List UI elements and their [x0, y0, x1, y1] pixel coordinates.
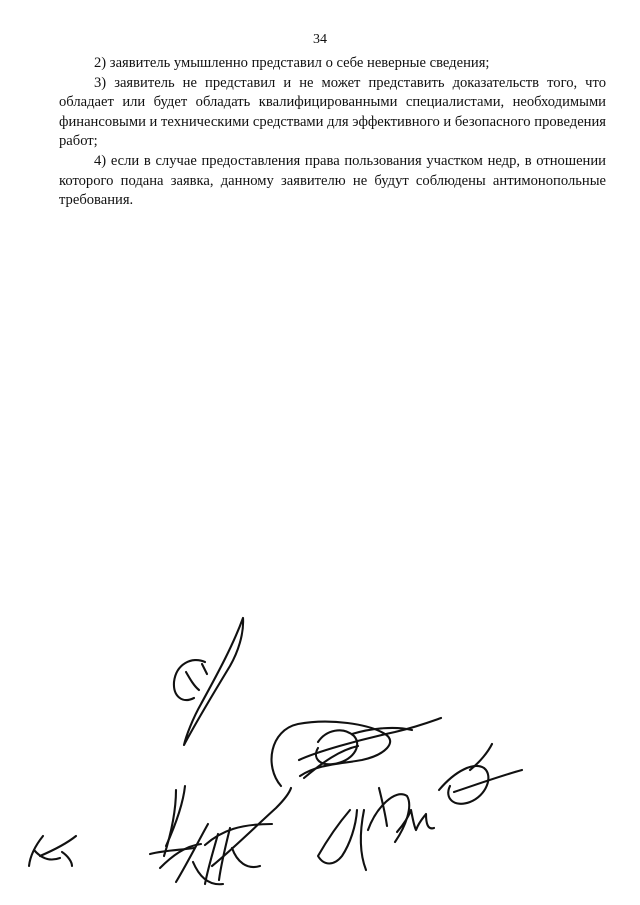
- signature-6: [29, 836, 76, 866]
- page-number: 34: [313, 32, 327, 47]
- paragraph-item-4: 4) если в случае предоставления права пользования участком недр, в отношении которого подана заявка, данному заявителю не будут соблюдены антимонопольные требования.: [59, 152, 606, 209]
- signature-1: [174, 618, 243, 745]
- body-text: [59, 54, 606, 211]
- signature-5: [439, 744, 522, 804]
- signatures-drawing: [0, 600, 640, 905]
- paragraph-item-2: 2) заявитель умышленно представил о себе неверные сведения;: [94, 55, 490, 71]
- paragraph-item-3: 3) заявитель не представил и не может представить доказательств того, что обладает или будет обладать квалифицированными специалистами, необходимыми финансовыми и техническими средствами для эффективного и безопасного проведения работ;: [59, 74, 606, 150]
- signature-4: [318, 788, 434, 870]
- signature-2: [272, 718, 441, 786]
- signature-3: [150, 786, 291, 884]
- signatures-area: [0, 600, 640, 905]
